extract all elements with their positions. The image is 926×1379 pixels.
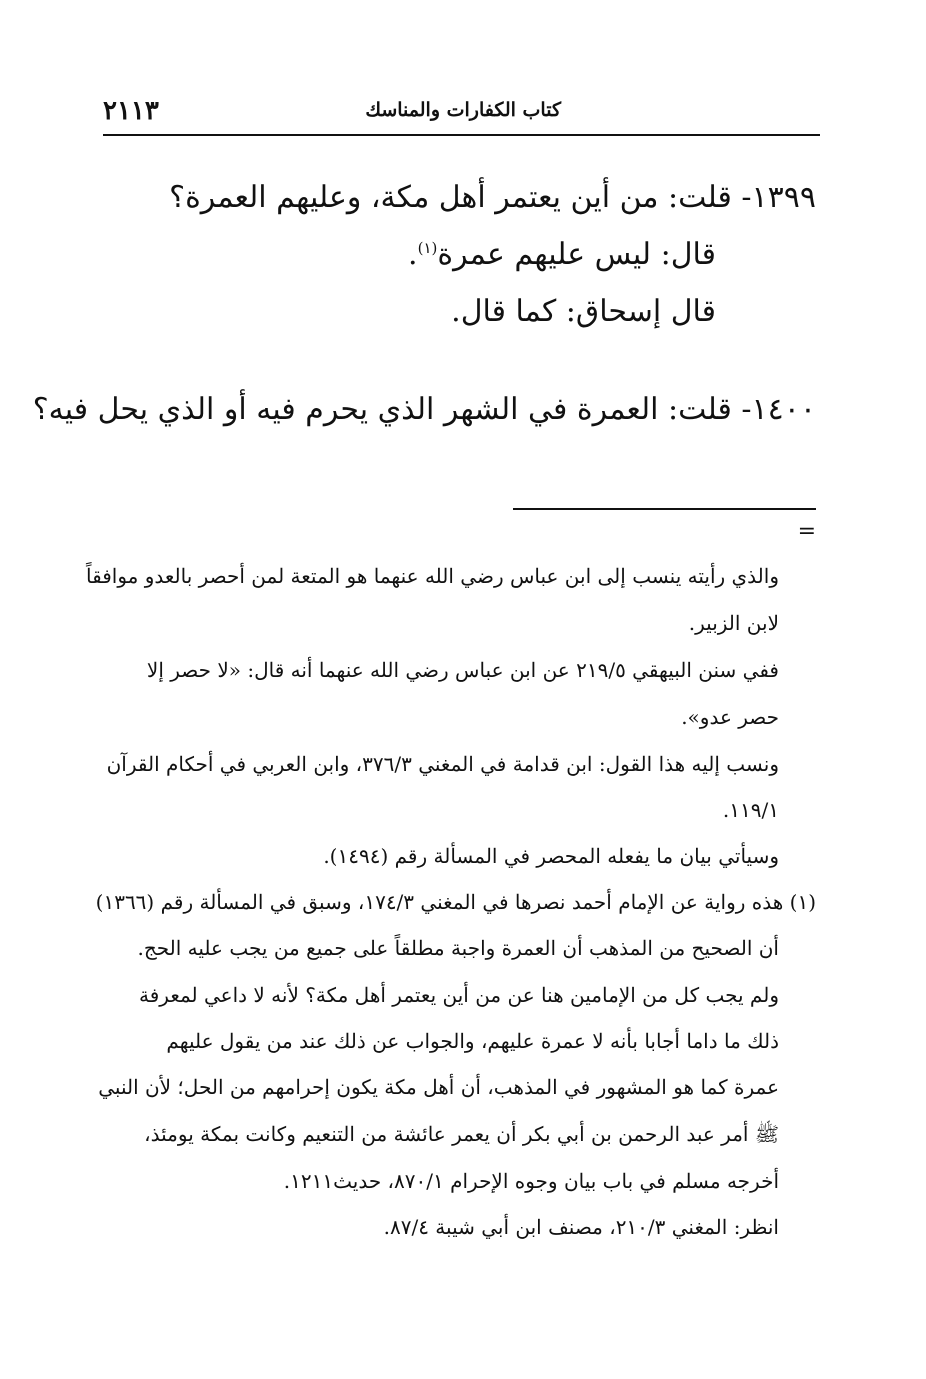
footnote-line: أخرجه مسلم في باب بيان وجوه الإحرام ٨٧٠/١، حديث١٢١١. xyxy=(283,1169,779,1193)
footnote-1: (١) هذه رواية عن الإمام أحمد نصرها في المغني ١٧٤/٣، وسبق في المسألة رقم (١٣٦٦) xyxy=(95,890,816,914)
footnote-line: ﷺ أمر عبد الرحمن بن أبي بكر أن يعمر عائشة من التنعيم وكانت بمكة يومئذ، xyxy=(144,1122,779,1146)
footnote-line: والذي رأيته ينسب إلى ابن عباس رضي الله عنهما هو المتعة لمن أحصر بالعدو موافقاً xyxy=(86,564,779,588)
footnote-separator xyxy=(513,508,816,510)
answer-1399 xyxy=(408,237,716,272)
footnote-line: ١١٩/١. xyxy=(722,798,779,822)
question-1400: ١٤٠٠- قلت: العمرة في الشهر الذي يحرم فيه أو الذي يحل فيه؟ xyxy=(32,392,816,427)
answer-1399-text: قال: ليس عليهم عمرة xyxy=(437,237,716,272)
footnote-line: ولم يجب كل من الإمامين هنا عن من أين يعتمر أهل مكة؟ لأنه لا داعي لمعرفة xyxy=(139,983,779,1007)
footnote-line: ففي سنن البيهقي ٢١٩/٥ عن ابن عباس رضي الله عنهما أنه قال: «لا حصر إلا xyxy=(146,658,779,682)
question-1399: ١٣٩٩- قلت: من أين يعتمر أهل مكة، وعليهم العمرة؟ xyxy=(169,180,816,215)
footnote-line: ونسب إليه هذا القول: ابن قدامة في المغني ٣٧٦/٣، وابن العربي في أحكام القرآن xyxy=(106,752,779,776)
footnote-line: أن الصحيح من المذهب أن العمرة واجبة مطلقاً على جميع من يجب عليه الحج. xyxy=(137,936,779,960)
page-number: ٢١١٣ xyxy=(103,96,159,126)
ishaq-answer-1399: قال إسحاق: كما قال. xyxy=(451,294,716,329)
running-header-title: كتاب الكفارات والمناسك xyxy=(365,99,561,121)
footnote-ref-1[interactable]: (١) xyxy=(417,239,438,257)
footnote-line: حصر عدو». xyxy=(681,705,779,729)
answer-1399-period: . xyxy=(408,237,418,272)
footnote-line: ذلك ما داما أجابا بأنه لا عمرة عليهم، والجواب عن ذلك عند من يقول عليهم xyxy=(166,1029,779,1053)
footnote-line: انظر: المغني ٢١٠/٣، مصنف ابن أبي شيبة ٨٧/٤. xyxy=(383,1215,779,1239)
header-rule xyxy=(103,134,820,136)
continuation-mark: = xyxy=(797,519,816,544)
footnote-line: عمرة كما هو المشهور في المذهب، أن أهل مكة يكون إحرامهم من الحل؛ لأن النبي xyxy=(98,1075,779,1099)
footnote-line: لابن الزبير. xyxy=(688,611,779,635)
footnote-line: وسيأتي بيان ما يفعله المحصر في المسألة رقم (١٤٩٤). xyxy=(323,844,779,868)
